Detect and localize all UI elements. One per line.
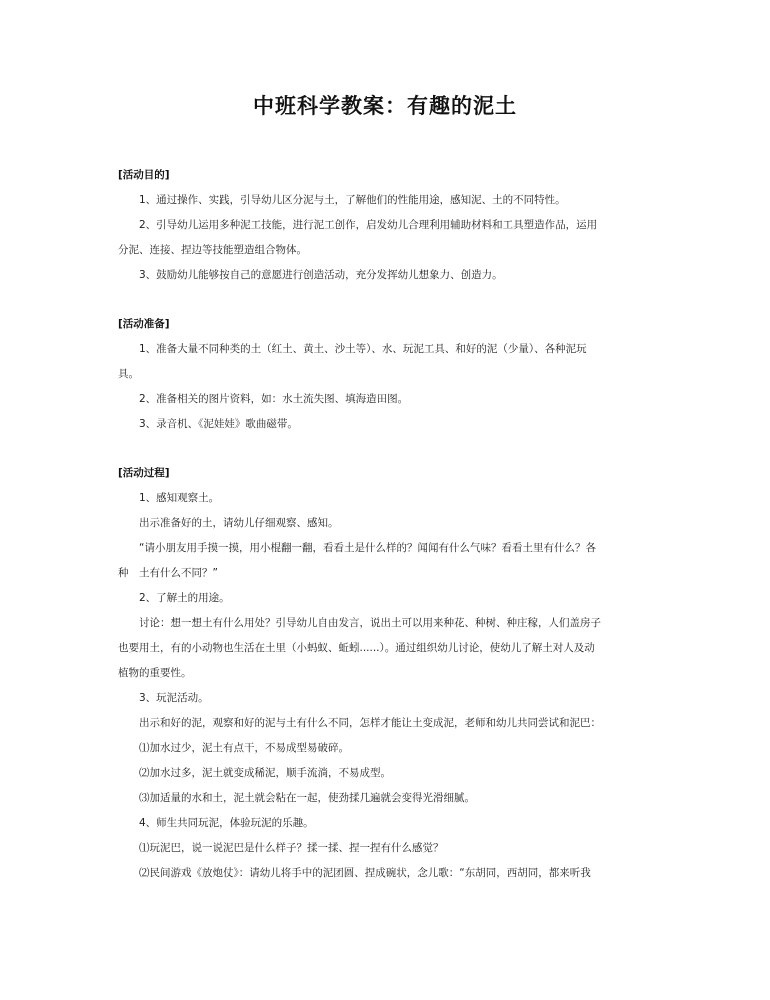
- paragraph-line: 2、引导幼儿运用多种泥工技能，进行泥工创作，启发幼儿合理利用辅助材料和工具塑造作品，运用: [139, 219, 598, 231]
- paragraph-line: ⑵加水过多，泥土就变成稀泥，顺手流淌，不易成型。: [139, 767, 391, 779]
- paragraph-line: 种 土有什么不同？”: [118, 567, 218, 579]
- paragraph-line: 1、感知观察土。: [139, 492, 220, 504]
- paragraph-line: 3、鼓励幼儿能够按自己的意愿进行创造活动，充分发挥幼儿想象力、创造力。: [139, 269, 503, 281]
- paragraph-line: 2、了解土的用途。: [139, 592, 230, 604]
- section-spacer: [118, 288, 654, 312]
- paragraph-line: 3、玩泥活动。: [139, 692, 209, 704]
- paragraph-line: ⑶加适量的水和土，泥土就会粘在一起，使劲揉几遍就会变得光滑细腻。: [139, 792, 475, 804]
- paragraph-line: 3、录音机、《泥娃娃》歌曲磁带。: [139, 418, 298, 430]
- document-body: [118, 163, 654, 886]
- paragraph-line: 4、师生共同玩泥，体验玩泥的乐趣。: [139, 817, 314, 829]
- paragraph-line: ⑵民间游戏《放炮仗》：请幼儿将手中的泥团圆、捏成碗状，念儿歌：“东胡同，西胡同，都来听我: [139, 867, 591, 879]
- paragraph-line: 2、准备相关的图片资料，如：水土流失图、填海造田图。: [139, 393, 409, 405]
- paragraph-line: 分泥、连接、捏边等技能塑造组合物体。: [118, 244, 307, 256]
- paragraph-line: 出示和好的泥，观察和好的泥与土有什么不同，怎样才能让土变成泥，老师和幼儿共同尝试和泥巴：: [139, 717, 601, 729]
- paragraph-line: ⑴玩泥巴，说一说泥巴是什么样子？揉一揉、捏一捏有什么感觉？: [139, 842, 444, 854]
- paragraph-line: 具。: [118, 368, 139, 380]
- section-spacer: [118, 437, 654, 461]
- paragraph-line: 也要用土，有的小动物也生活在土里（小蚂蚁、蚯蚓......）。通过组织幼儿讨论，使幼儿了解土对人及动: [118, 642, 595, 654]
- section-heading-goals: [活动目的]: [118, 169, 170, 181]
- paragraph-line: 出示准备好的土，请幼儿仔细观察、感知。: [139, 517, 339, 529]
- page-title: 中班科学教案：有趣的泥土: [253, 93, 517, 118]
- paragraph-line: “请小朋友用手摸一摸，用小棍翻一翻，看看土是什么样的？闻闻有什么气味？看看土里有什么？各: [139, 542, 596, 554]
- paragraph-line: 1、准备大量不同种类的土（红土、黄土、沙土等）、水、玩泥工具、和好的泥（少量）、各种泥玩: [139, 343, 587, 355]
- paragraph-line: ⑴加水过少，泥土有点干，不易成型易破碎。: [139, 742, 349, 754]
- paragraph-line: 1、通过操作、实践，引导幼儿区分泥与土，了解他们的性能用途，感知泥、土的不同特性。: [139, 194, 566, 206]
- paragraph-line: 植物的重要性。: [118, 667, 192, 679]
- section-heading-preparation: [活动准备]: [118, 318, 170, 330]
- paragraph-line: 讨论：想一想土有什么用处？引导幼儿自由发言，说出土可以用来种花、种树、种庄稼，人们盖房子: [139, 617, 601, 629]
- section-heading-process: [活动过程]: [118, 467, 170, 479]
